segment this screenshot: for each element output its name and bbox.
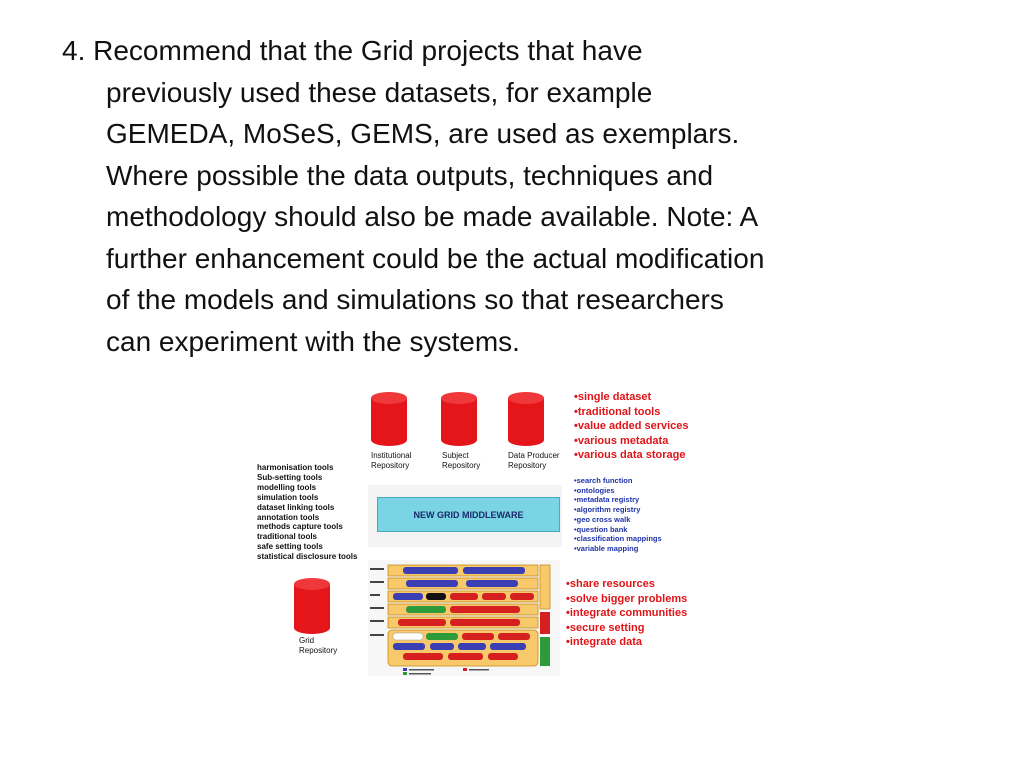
text-line: can experiment with the systems. <box>106 325 520 357</box>
list-item: •geo cross walk <box>574 514 631 524</box>
main-paragraph <box>62 30 962 362</box>
list-item: dataset linking tools <box>257 502 335 512</box>
list-item: modelling tools <box>257 482 317 492</box>
list-item: •algorithm registry <box>574 505 641 515</box>
grid-repository-icon <box>294 578 330 634</box>
middleware-box <box>377 497 560 532</box>
data-producer-repository-icon <box>508 392 544 446</box>
list-item: harmonisation tools <box>257 463 334 472</box>
subject-repository-label: Subject Repository <box>442 451 481 470</box>
list-item: •value added services <box>574 420 689 433</box>
tools-list <box>257 463 357 562</box>
list-item: •single dataset <box>574 391 652 403</box>
list-item: •integrate communities <box>566 607 688 620</box>
list-item: •variable mapping <box>574 543 639 553</box>
text-line: 4. Recommend that the Grid projects that have <box>62 35 643 66</box>
list-item: •search function <box>574 476 633 485</box>
institutional-repository-label: Institutional Repository <box>371 451 412 470</box>
list-item: •secure setting <box>566 621 645 634</box>
text-line: further enhancement could be the actual modification <box>106 242 765 274</box>
list-item: •metadata registry <box>574 495 640 505</box>
list-item: •traditional tools <box>574 405 661 418</box>
list-item: traditional tools <box>257 532 317 542</box>
grid-architecture-diagram <box>368 560 560 676</box>
text-line: methodology should also be made available. Note: A <box>106 201 759 232</box>
features-list-top <box>574 390 689 463</box>
features-list-bottom <box>566 577 687 650</box>
subject-repository-icon <box>441 392 477 446</box>
text-line: Where possible the data outputs, techniques and <box>106 159 714 191</box>
text-line: GEMEDA, MoSeS, GEMS, are used as exemplars. <box>106 118 740 149</box>
text-line: previously used these datasets, for example <box>106 76 653 108</box>
list-item: simulation tools <box>257 492 319 502</box>
list-item: •various metadata <box>574 434 669 447</box>
list-item: •various data storage <box>574 449 686 462</box>
list-item: •share resources <box>566 578 655 590</box>
list-item: safe setting tools <box>257 542 323 552</box>
data-producer-repository-label: Data Producer Repository <box>508 451 560 470</box>
list-item: Sub-setting tools <box>257 472 323 482</box>
list-item: •solve bigger problems <box>566 592 688 605</box>
list-item: •question bank <box>574 524 628 534</box>
list-item: annotation tools <box>257 512 320 522</box>
list-item: methods capture tools <box>257 522 343 532</box>
list-item: •ontologies <box>574 485 615 495</box>
list-item: statistical disclosure tools <box>257 552 358 562</box>
text-line: of the models and simulations so that researchers <box>106 284 724 315</box>
institutional-repository-icon <box>371 392 407 446</box>
grid-repository-label: Grid Repository <box>299 636 338 655</box>
list-item: •classification mappings <box>574 534 662 544</box>
list-item: •integrate data <box>566 636 642 649</box>
middleware-label: NEW GRID MIDDLEWARE <box>413 509 524 520</box>
features-list-middle <box>574 476 662 554</box>
